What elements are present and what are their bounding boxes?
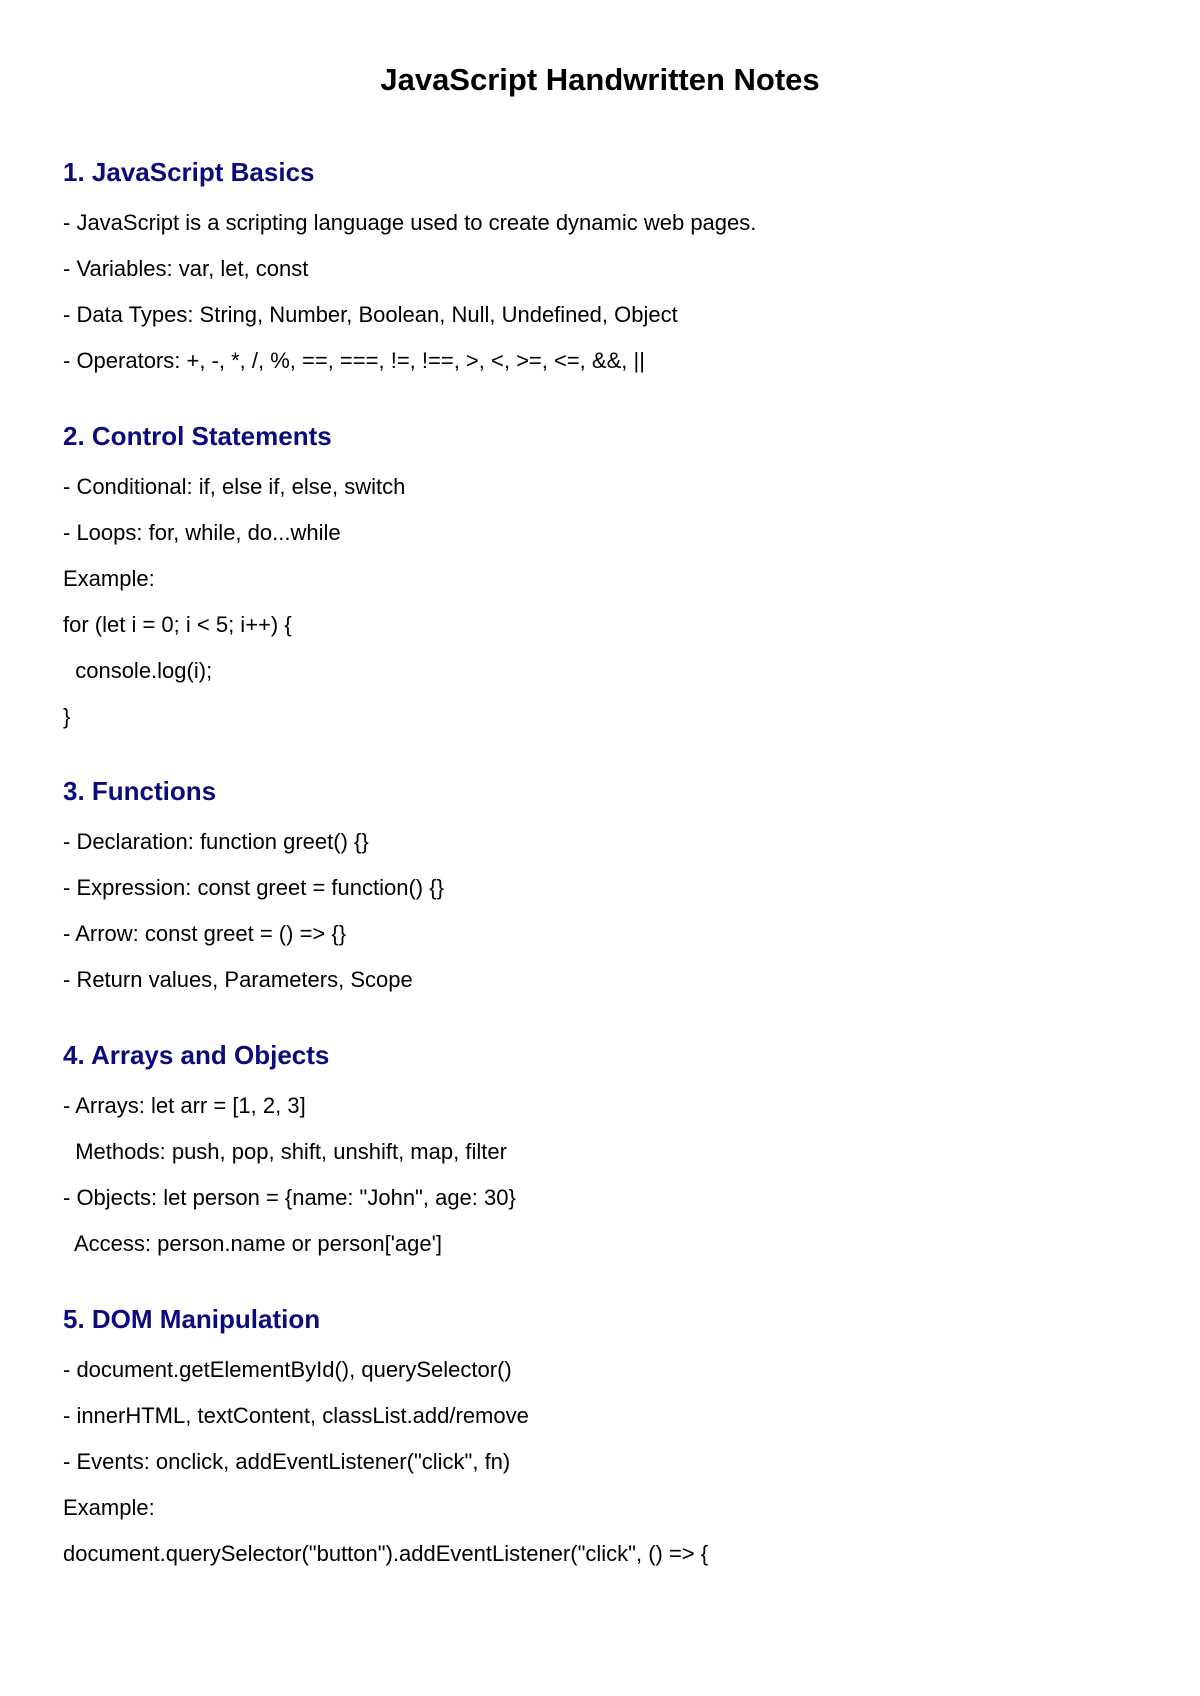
code-line: console.log(i); [63, 658, 213, 683]
note-line: - Expression: const greet = function() {} [63, 875, 444, 900]
note-line: Example: [63, 566, 155, 591]
note-line: Example: [63, 1495, 155, 1520]
page-title: JavaScript Handwritten Notes [380, 62, 820, 97]
section-control-statements [63, 420, 1143, 740]
note-line: - Events: onclick, addEventListener("click", fn) [63, 1449, 511, 1474]
note-line: - innerHTML, textContent, classList.add/remove [63, 1403, 529, 1428]
section-dom-manipulation [63, 1303, 1143, 1577]
note-line: - Variables: var, let, const [63, 256, 309, 281]
note-line: Methods: push, pop, shift, unshift, map, filter [63, 1139, 507, 1164]
note-line: - document.getElementById(), querySelector() [63, 1357, 512, 1382]
section-heading: 5. DOM Manipulation [63, 1304, 321, 1334]
note-line: - Return values, Parameters, Scope [63, 967, 413, 992]
section-lines [63, 464, 1143, 740]
section-lines [63, 1347, 1143, 1577]
code-line: document.querySelector("button").addEventListener("click", () => { [63, 1541, 709, 1566]
section-heading: 4. Arrays and Objects [63, 1040, 330, 1070]
section-lines [63, 1083, 1143, 1267]
note-line: - Declaration: function greet() {} [63, 829, 369, 854]
note-line: - Data Types: String, Number, Boolean, Null, Undefined, Object [63, 302, 678, 327]
section-javascript-basics [63, 156, 1143, 384]
section-heading: 1. JavaScript Basics [63, 157, 315, 187]
note-line: - Objects: let person = {name: "John", age: 30} [63, 1185, 516, 1210]
section-heading: 3. Functions [63, 776, 217, 806]
note-line: - Operators: +, -, *, /, %, ==, ===, !=, !==, >, <, >=, <=, &&, || [63, 348, 645, 373]
section-arrays-and-objects [63, 1039, 1143, 1267]
code-line: for (let i = 0; i < 5; i++) { [63, 612, 292, 637]
section-functions [63, 775, 1143, 1003]
note-line: - Arrays: let arr = [1, 2, 3] [63, 1093, 306, 1118]
note-line: - JavaScript is a scripting language used to create dynamic web pages. [63, 210, 757, 235]
section-lines [63, 200, 1143, 384]
section-heading: 2. Control Statements [63, 421, 332, 451]
note-line: - Loops: for, while, do...while [63, 520, 341, 545]
note-line: Access: person.name or person['age'] [63, 1231, 442, 1256]
code-line: } [63, 704, 71, 729]
note-line: - Arrow: const greet = () => {} [63, 921, 347, 946]
note-line: - Conditional: if, else if, else, switch [63, 474, 406, 499]
section-lines [63, 819, 1143, 1003]
